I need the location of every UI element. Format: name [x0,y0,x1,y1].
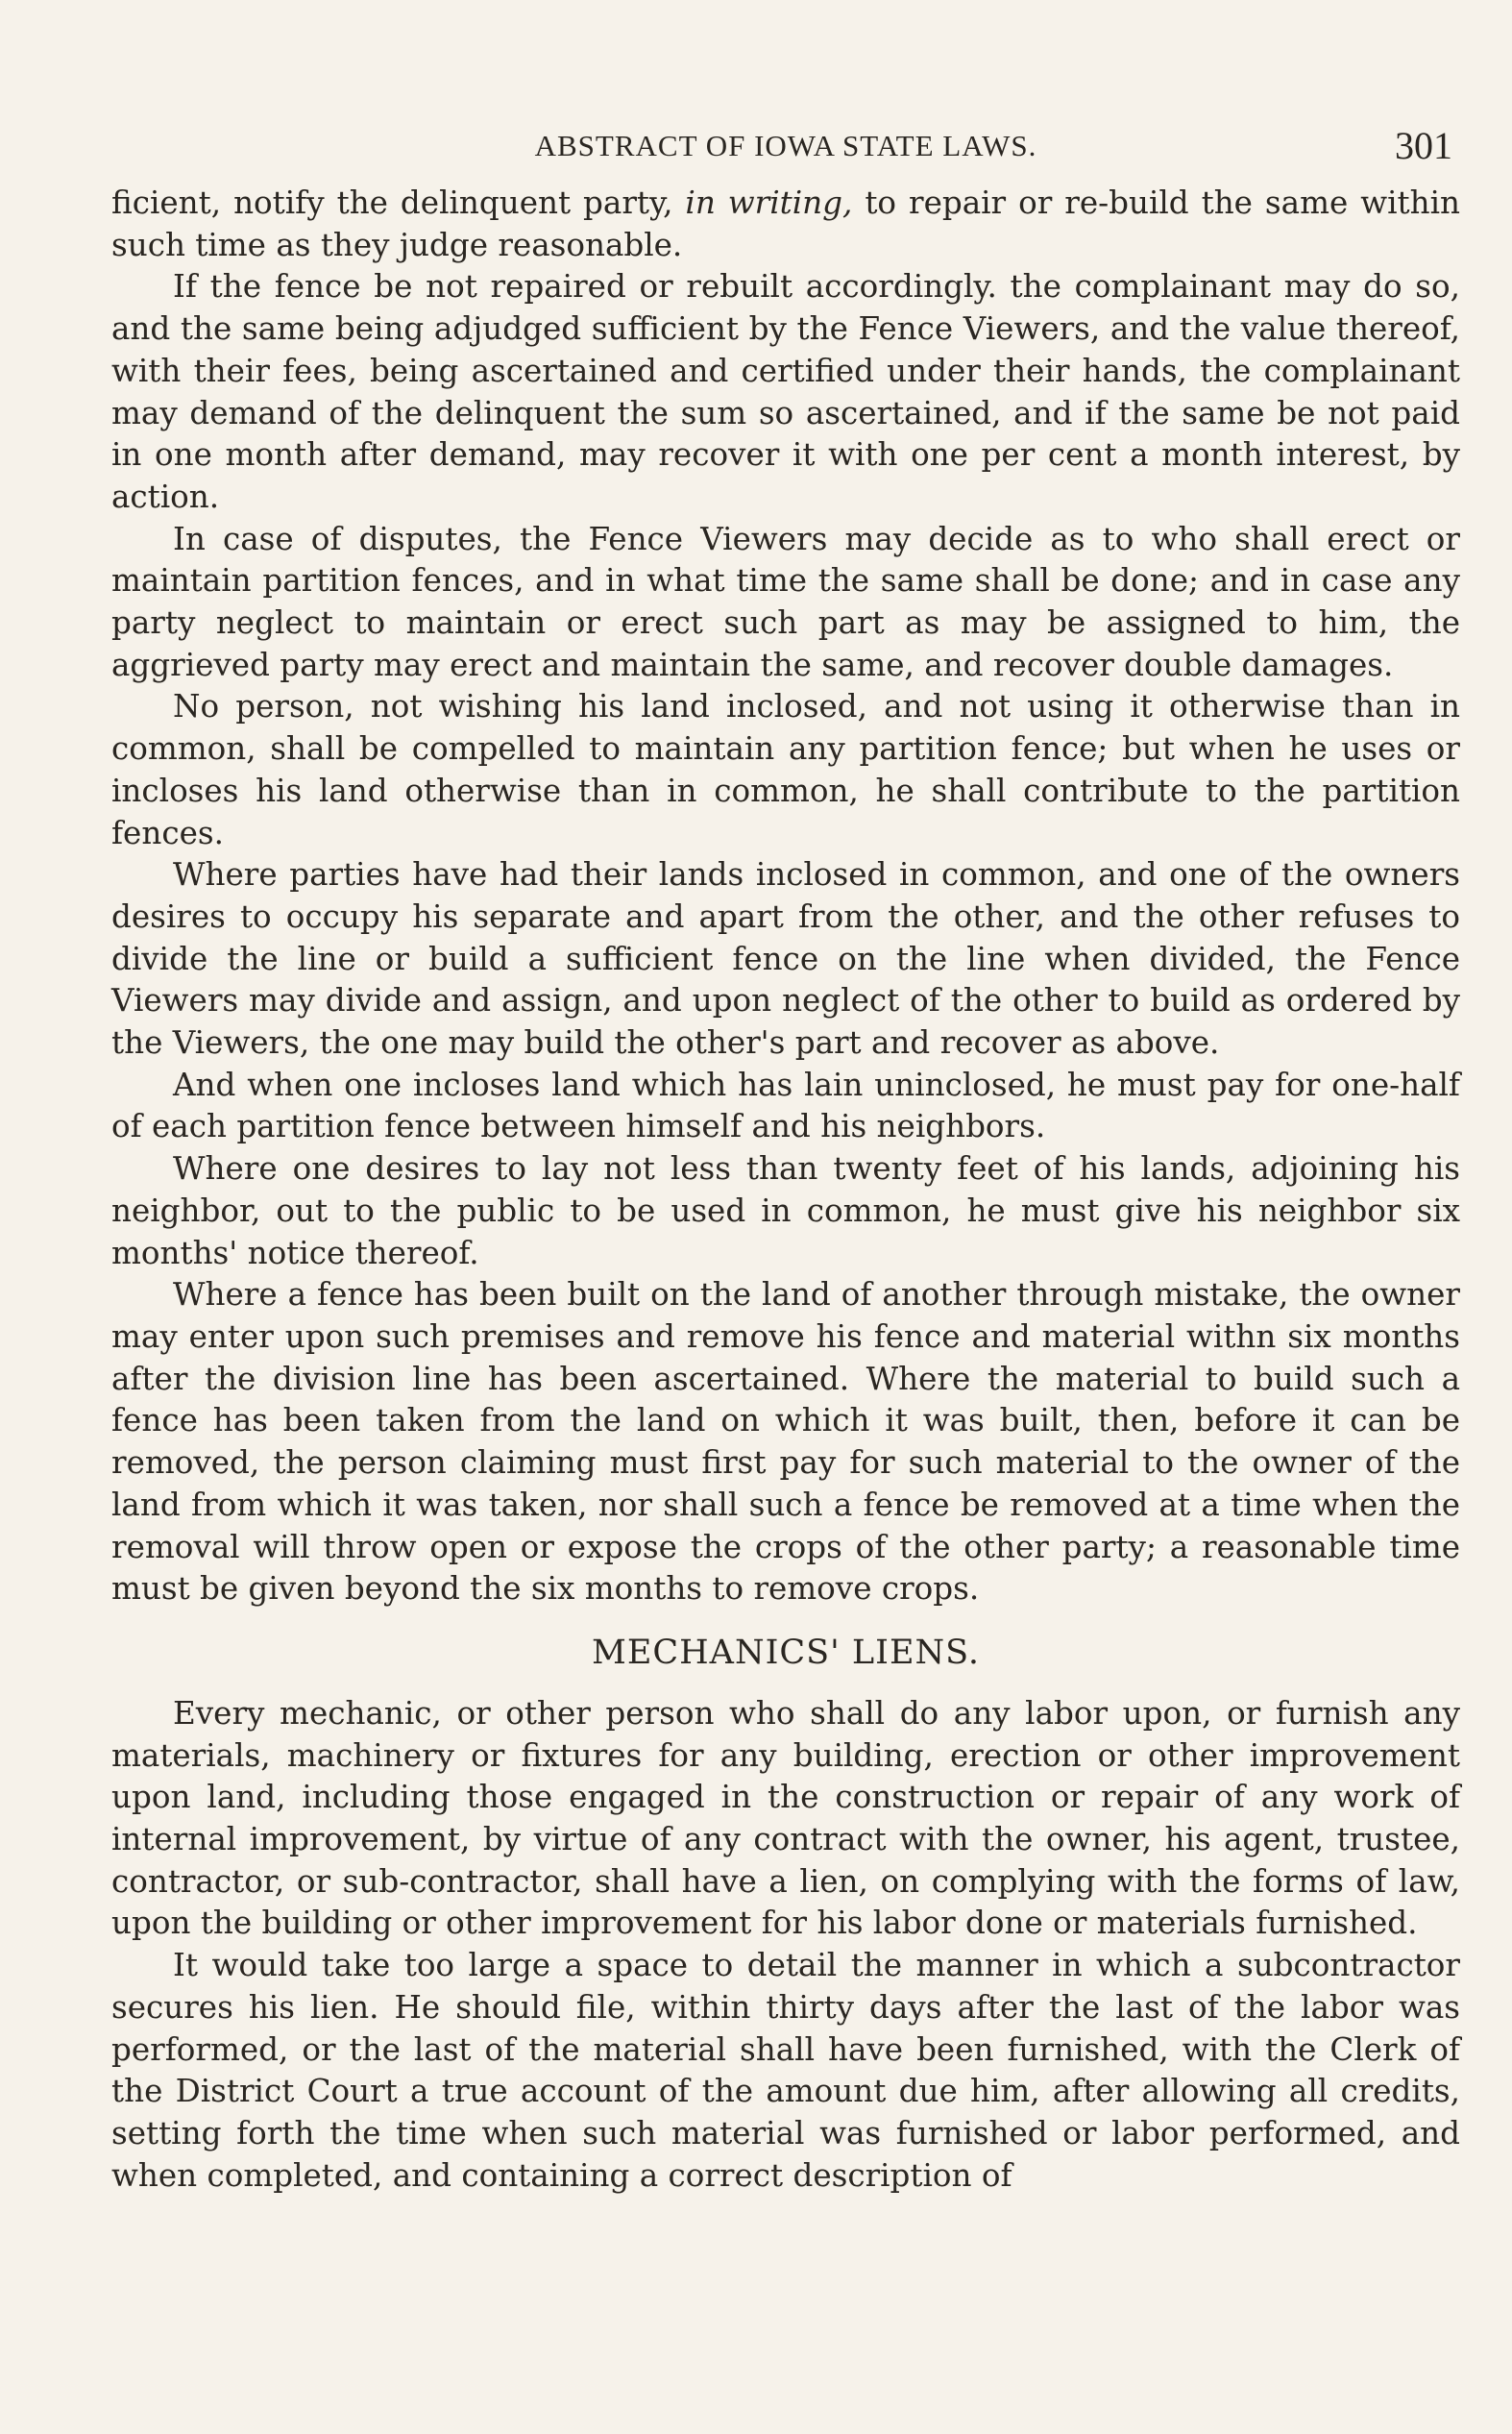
paragraph-text: ficient, notify the delinquent party, [111,184,686,221]
paragraph: Where a fence has been built on the land of another through mistake, the owner may enter upon such premises and remove his fence and material withn six months after the division line has been ascertained. Where the material to build such a fence has been taken from the land on which it was built, then, before it can be removed, the person claiming must first pay for such material to the owner of the land from which it was taken, nor shall such a fence be removed at a time when the removal will throw open or expose the crops of the other party; a reasonable time must be given beyond the six months to remove crops. [111,1276,1460,1608]
paragraph: It would take too large a space to detail the manner in which a subcontractor secures his lien. He should file, within thirty days after the last of the labor was performed, or the last of the material shall have been furnished, with the Clerk of the District Court a true account of the amount due him, after allowing all credits, setting forth the time when such material was furnished or labor performed, and when completed, and containing a correct description of [111,1947,1460,2194]
paragraph [111,183,1460,266]
page-number: 301 [1395,124,1452,167]
paragraph: Every mechanic, or other person who shall do any labor upon, or furnish any materials, machinery or fixtures for any building, erection or other improvement upon land, including those engaged in the construction or repair of any work of internal improvement, by virtue of any contract with the owner, his agent, trustee, contractor, or sub-contractor, shall have a lien, on complying with the forms of law, upon the building or other improvement for his labor done or materials furnished. [111,1694,1460,1942]
paragraph: If the fence be not repaired or rebuilt accordingly. the complainant may do so, and the same being adjudged sufficient by the Fence Viewers, and the value thereof, with their fees, being ascertained and certified under their hands, the complainant may demand of the delinquent the sum so ascertained, and if the same be not paid in one month after demand, may recover it with one per cent a month interest, by action. [111,268,1460,515]
document-page [111,123,1460,2197]
paragraph: And when one incloses land which has lain uninclosed, he must pay for one-half of each partition fence between himself and his neighbors. [111,1066,1460,1145]
paragraph: Where parties have had their lands inclosed in common, and one of the owners desires to occupy his separate and apart from the other, and the other refuses to divide the line or build a sufficient fence on the line when divided, the Fence Viewers may divide and assign, and upon neglect of the other to build as ordered by the Viewers, the one may build the other's part and recover as above. [111,856,1460,1062]
paragraph: Where one desires to lay not less than twenty feet of his lands, adjoining his neighbor, out to the public to be used in common, he must give his neighbor six months' notice thereof. [111,1150,1460,1271]
paragraph: No person, not wishing his land inclosed, and not using it otherwise than in common, shall be compelled to maintain any partition fence; but when he uses or incloses his land otherwise than in common, he shall contribute to the partition fences. [111,688,1460,851]
running-title: ABSTRACT OF IOWA STATE LAWS. [534,129,1037,162]
emphasis-text: in writing, [685,184,853,221]
paragraph: In case of disputes, the Fence Viewers may decide as to who shall erect or maintain partition fences, and in what time the same shall be done; and in case any party neglect to maintain or erect such part as may be assigned to him, the aggrieved party may erect and maintain the same, and recover double damages. [111,520,1460,683]
running-head [111,123,1460,183]
paragraph-text: to repair or re-build the same within such time as they judge reasonable. [111,184,1460,263]
body-text [111,183,1460,2197]
section-heading: MECHANICS' LIENS. [591,1633,981,1672]
